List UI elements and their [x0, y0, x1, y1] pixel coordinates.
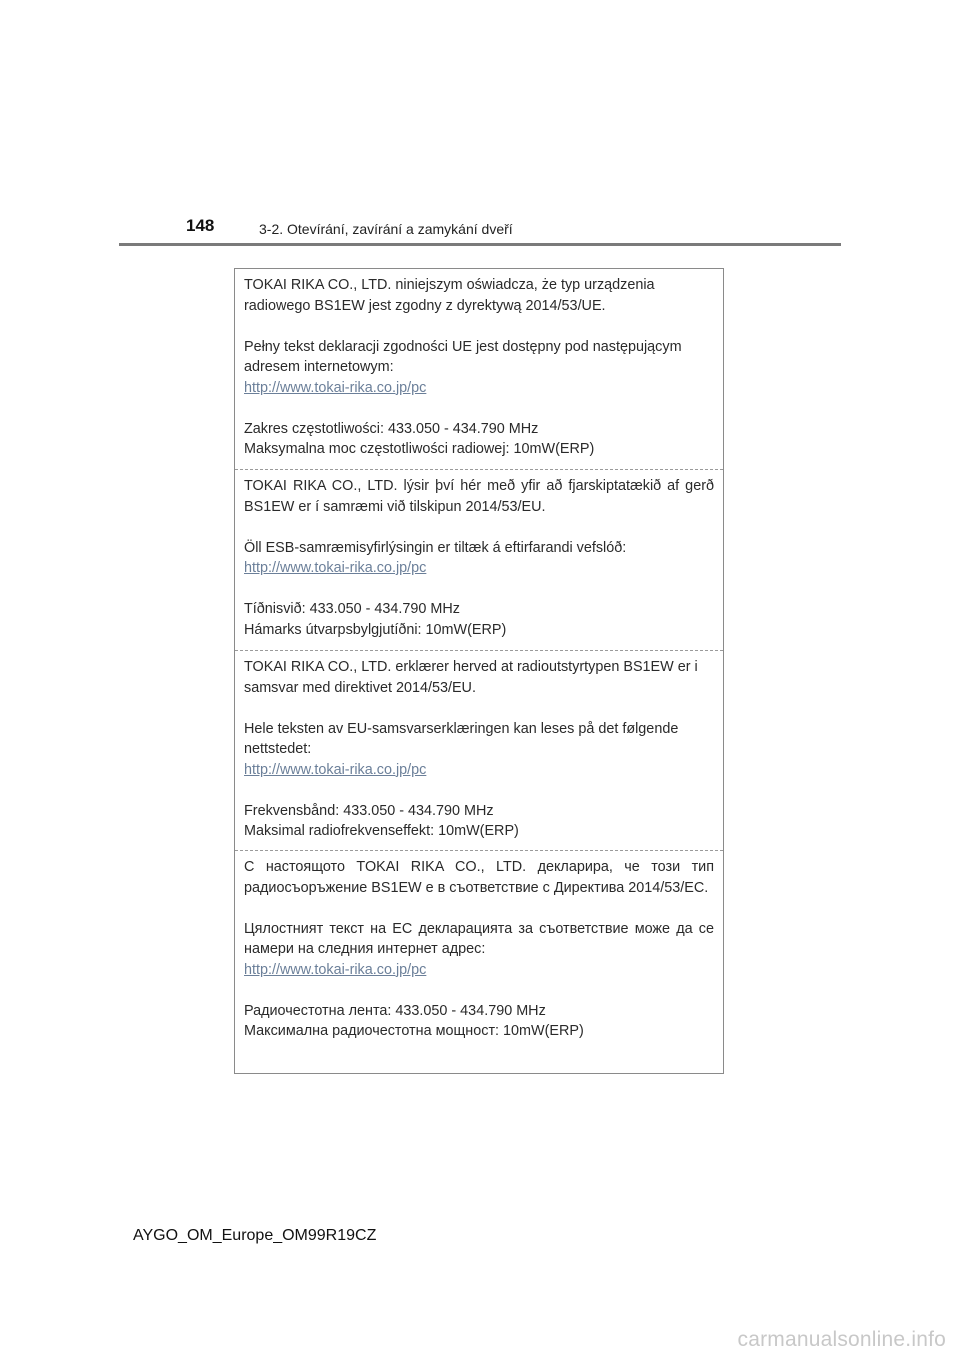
- declaration-link[interactable]: http://www.tokai-rika.co.jp/pc: [244, 961, 427, 978]
- declaration-block-norwegian: [235, 650, 723, 850]
- declaration-text: TOKAI RIKA CO., LTD. niniejszym oświadcza, że typ urządzenia radiowego BS1EW jest zgodny z dyrektywą 2014/53/UE.: [244, 277, 655, 314]
- declaration-text: С настоящото TOKAI RIKA CO., LTD. декларира, че този тип радиосъоръжение BS1EW е в съответствие с Директива 2014/53/ЕС.: [244, 859, 714, 896]
- frequency-text: Радиочестотна лента: 433.050 - 434.790 MHz: [244, 1002, 546, 1019]
- specs-text: [244, 1001, 714, 1042]
- availability-text: Hele teksten av EU-samsvarserklæringen kan leses på det følgende nettstedet: http://www.tokai-rika.co.jp/pc: [244, 719, 714, 781]
- page-header: [0, 0, 960, 260]
- frequency-text: Tíðnisvið: 433.050 - 434.790 MHz: [244, 601, 460, 617]
- document-code: AYGO_OM_Europe_OM99R19CZ: [133, 1227, 377, 1244]
- section-title: 3-2. Otevírání, zavírání a zamykání dveří: [259, 221, 513, 237]
- specs-text: [244, 801, 714, 842]
- power-text: Maksymalna moc częstotliwości radiowej: 10mW(ERP): [244, 441, 595, 457]
- declaration-text: TOKAI RIKA CO., LTD. erklærer herved at radioutstyrtypen BS1EW er i samsvar med direktivet 2014/53/EU.: [244, 659, 698, 696]
- page-number: 148: [186, 216, 215, 235]
- declaration-block-icelandic: [235, 469, 723, 650]
- header-divider: [119, 243, 841, 246]
- declaration-box: [234, 268, 724, 1074]
- frequency-text: Frekvensbånd: 433.050 - 434.790 MHz: [244, 802, 494, 819]
- availability-text: Pełny tekst deklaracji zgodności UE jest dostępny pod następującym adresem internetowym: http://www.tokai-rika.co.jp/pc: [244, 337, 714, 399]
- watermark: carmanualsonline.info: [737, 1328, 946, 1351]
- declaration-link[interactable]: http://www.tokai-rika.co.jp/pc: [244, 761, 427, 778]
- power-text: Maksimal radiofrekvenseffekt: 10mW(ERP): [244, 823, 519, 839]
- specs-text: [244, 599, 714, 640]
- availability-text: Цялостният текст на ЕС декларацията за съответствие може да се намери на следния интернет адрес: http://www.tokai-rika.co.jp/pc: [244, 919, 714, 981]
- power-text: Hámarks útvarpsbylgjutíðni: 10mW(ERP): [244, 621, 507, 638]
- availability-text: Öll ESB-samræmisyfirlýsingin er tiltæk á eftirfarandi vefslóð: http://www.tokai-rika.co.jp/pc: [244, 538, 714, 579]
- declaration-link[interactable]: http://www.tokai-rika.co.jp/pc: [244, 379, 427, 396]
- declaration-block-polish: [235, 269, 723, 469]
- declaration-link[interactable]: http://www.tokai-rika.co.jp/pc: [244, 560, 427, 576]
- declaration-block-bulgarian: [235, 850, 723, 1073]
- power-text: Максимална радиочестотна мощност: 10mW(ERP): [244, 1023, 584, 1039]
- frequency-text: Zakres częstotliwości: 433.050 - 434.790 MHz: [244, 420, 539, 437]
- specs-text: [244, 419, 714, 460]
- declaration-text: TOKAI RIKA CO., LTD. lýsir því hér með yfir að fjarskiptatækið af gerð BS1EW er í samræmi við tilskipun 2014/53/EU.: [244, 478, 714, 515]
